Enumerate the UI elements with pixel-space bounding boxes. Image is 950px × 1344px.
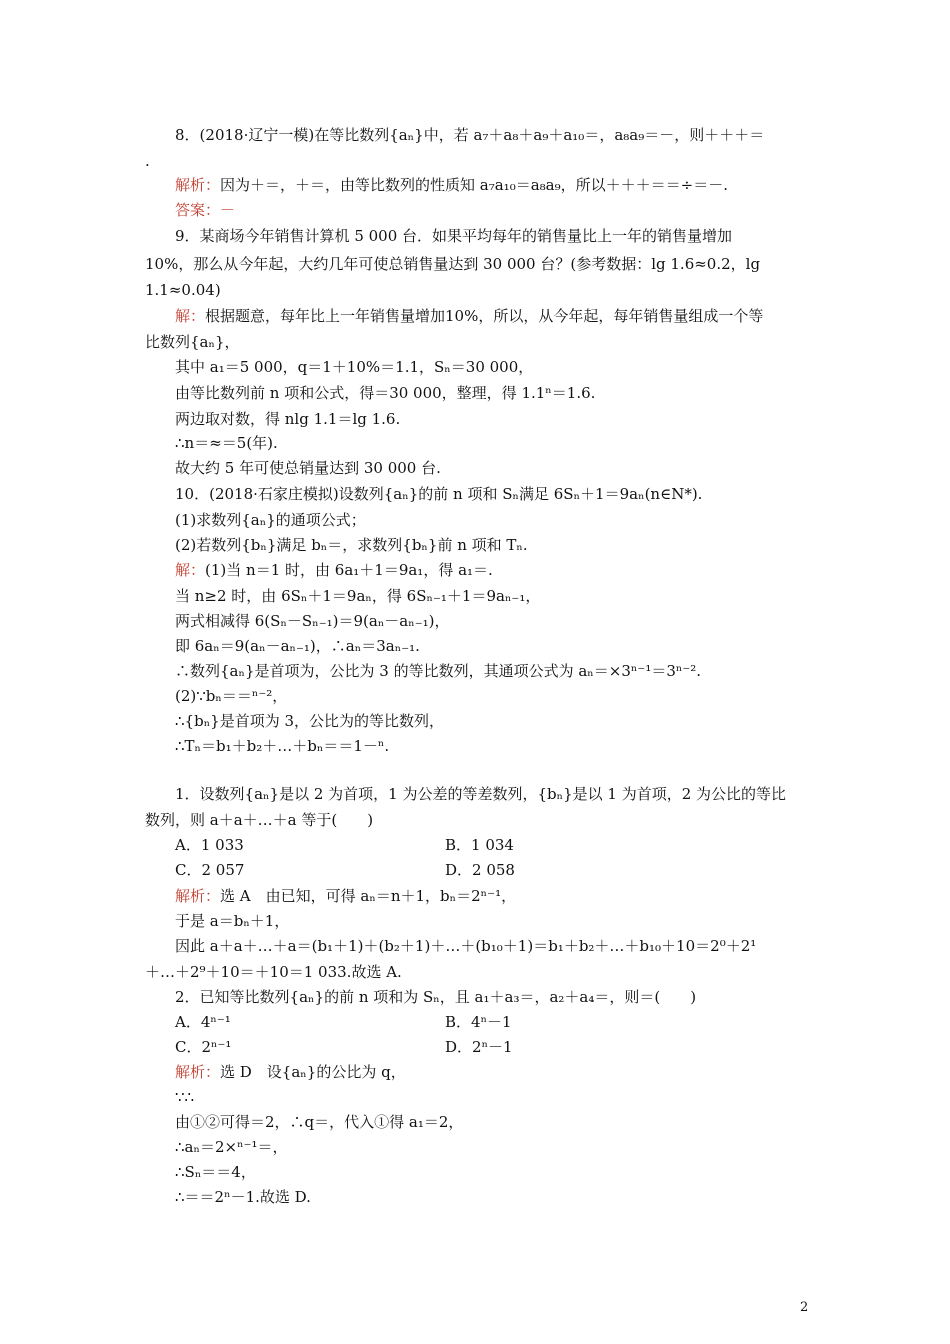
text-line: ∴数列{aₙ}是首项为，公比为 3 的等比数列，其通项公式为 aₙ＝×3ⁿ⁻¹＝3ⁿ⁻². — [175, 662, 702, 680]
text-line — [175, 1062, 406, 1082]
text-line: 于是 a＝bₙ＋1， — [175, 912, 290, 930]
page-number: 2 — [800, 1300, 809, 1315]
answer-label: 解析： — [175, 887, 221, 905]
text-line: ∴n＝≈＝5(年). — [175, 434, 278, 452]
text-line: ∴＝＝2ⁿ－1.故选 D. — [175, 1188, 311, 1206]
text-line: B．4ⁿ－1 — [445, 1013, 512, 1031]
answer-label: 解： — [175, 561, 206, 579]
text-line — [175, 560, 493, 580]
answer-label: 解： — [175, 307, 206, 325]
text-line: ∴aₙ＝2×ⁿ⁻¹＝， — [175, 1138, 288, 1156]
text-line: 比数列{aₙ}， — [145, 333, 240, 351]
text-line: 两边取对数，得 nlg 1.1＝lg 1.6. — [175, 410, 401, 428]
answer-text: (1)当 n＝1 时，由 6a₁＋1＝9a₁，得 a₁＝. — [205, 561, 493, 579]
text-line: ∴{bₙ}是首项为 3，公比为的等比数列， — [175, 712, 445, 730]
text-line: 故大约 5 年可使总销量达到 30 000 台. — [175, 459, 441, 477]
text-line: 由等比数列前 n 项和公式，得＝30 000，整理，得 1.1ⁿ＝1.6. — [175, 384, 596, 402]
text-line: 8．(2018·辽宁一模)在等比数列{aₙ}中，若 a₇＋a₈＋a₉＋a₁₀＝，a₈a₉＝－，则＋＋＋＝ — [175, 126, 765, 144]
text-line: 10%，那么从今年起，大约几年可使总销售量达到 30 000 台？(参考数据：lg 1.6≈0.2，lg — [145, 255, 761, 273]
text-line: ∵∴ — [175, 1088, 195, 1106]
text-line: 2．已知等比数列{aₙ}的前 n 项和为 Sₙ，且 a₁＋a₃＝，a₂＋a₄＝，则＝( ) — [175, 988, 697, 1006]
text-line: 答案：－ — [175, 201, 236, 219]
text-line — [175, 175, 728, 195]
text-line: (1)求数列{aₙ}的通项公式； — [175, 511, 366, 529]
text-line: 1．设数列{aₙ}是以 2 为首项，1 为公差的等差数列，{bₙ}是以 1 为首项，2 为公比的等比 — [175, 785, 787, 803]
answer-label: 解析： — [175, 176, 221, 194]
text-line — [175, 886, 516, 906]
text-line: A．1 033 — [175, 836, 244, 854]
text-line: 1.1≈0.04) — [145, 281, 221, 299]
text-line: A．4ⁿ⁻¹ — [175, 1013, 231, 1031]
text-line — [175, 306, 763, 326]
text-line: (2)∵bₙ＝＝ⁿ⁻²， — [175, 687, 288, 705]
text-line: (2)若数列{bₙ}满足 bₙ＝，求数列{bₙ}前 n 项和 Tₙ. — [175, 536, 528, 554]
text-line: 当 n≥2 时，由 6Sₙ＋1＝9aₙ，得 6Sₙ₋₁＋1＝9aₙ₋₁， — [175, 587, 541, 605]
text-line: 数列，则 a＋a＋…＋a 等于( ) — [145, 811, 374, 829]
answer-text: 选 A 由已知，可得 aₙ＝n＋1，bₙ＝2ⁿ⁻¹， — [220, 887, 517, 905]
text-line: C．2ⁿ⁻¹ — [175, 1038, 232, 1056]
text-line: 由①②可得＝2，∴q＝，代入①得 a₁＝2， — [175, 1113, 464, 1131]
text-line: ＋…＋2⁹＋10＝＋10＝1 033.故选 A. — [145, 963, 402, 981]
answer-text: 选 D 设{aₙ}的公比为 q， — [220, 1063, 406, 1081]
text-line: 两式相减得 6(Sₙ－Sₙ₋₁)＝9(aₙ－aₙ₋₁)， — [175, 612, 450, 630]
text-line: . — [145, 152, 150, 170]
answer-text: 因为＋＝，＋＝，由等比数列的性质知 a₇a₁₀＝a₈a₉，所以＋＋＋＝＝÷＝－. — [220, 176, 728, 194]
text-line: 9．某商场今年销售计算机 5 000 台．如果平均每年的销售量比上一年的销售量增加 — [175, 227, 733, 245]
text-line: ∴Tₙ＝b₁＋b₂＋…＋bₙ＝＝1－ⁿ. — [175, 737, 390, 755]
text-line: 其中 a₁＝5 000，q＝1＋10%＝1.1，Sₙ＝30 000， — [175, 358, 534, 376]
text-line: B．1 034 — [445, 836, 514, 854]
text-line: D．2ⁿ－1 — [445, 1038, 513, 1056]
text-line: 10．(2018·石家庄模拟)设数列{aₙ}的前 n 项和 Sₙ满足 6Sₙ＋1＝9aₙ(n∈N*). — [175, 485, 703, 503]
text-line: C．2 057 — [175, 861, 245, 879]
text-line: D．2 058 — [445, 861, 515, 879]
answer-label: 解析： — [175, 1063, 221, 1081]
text-line: 因此 a＋a＋…＋a＝(b₁＋1)＋(b₂＋1)＋…＋(b₁₀＋1)＝b₁＋b₂＋…＋b₁₀＋10＝2⁰＋2¹ — [175, 937, 757, 955]
text-line: 即 6aₙ＝9(aₙ－aₙ₋₁)，∴aₙ＝3aₙ₋₁. — [175, 637, 420, 655]
text-line: ∴Sₙ＝＝4， — [175, 1163, 256, 1181]
answer-text: 根据题意，每年比上一年销售量增加10%，所以，从今年起，每年销售量组成一个等 — [205, 307, 764, 325]
